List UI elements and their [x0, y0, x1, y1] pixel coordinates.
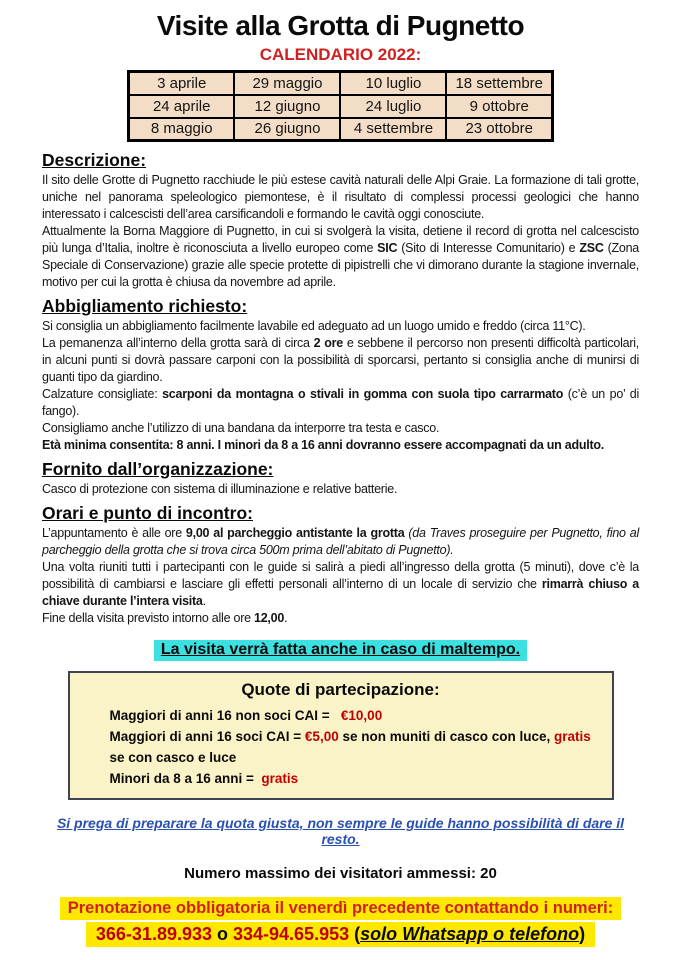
paragraph [42, 437, 639, 454]
text-segment: e sebbene il percorso non presenti difficoltà particolari, in alcuni punti si dovrà passare carponi con la possibilità di sporcarsi, pertanto si consiglia anche di munirsi di guanti tipo da giardino. [42, 336, 639, 384]
paragraph [42, 223, 639, 291]
calendar-cell: 10 luglio [340, 72, 446, 95]
paragraph [42, 318, 639, 335]
text-segment: . [202, 594, 206, 608]
section-orari [42, 503, 639, 627]
text-segment: Casco di protezione con sistema di illuminazione e relative batterie. [42, 482, 398, 496]
text-segment: 12,00 [254, 611, 285, 625]
calendar-cell: 24 aprile [128, 95, 234, 118]
fees-box [68, 671, 614, 800]
paragraph [42, 172, 639, 223]
calendar-table-body [128, 72, 552, 141]
page-title: Visite alla Grotta di Pugnetto [156, 10, 525, 41]
text-segment: Fine della visita previsto intorno alle ore [42, 611, 255, 625]
calendar-cell: 18 settembre [446, 72, 552, 95]
text-segment: SIC [377, 241, 398, 255]
calendar-row [128, 95, 552, 118]
text-segment: o [212, 924, 233, 944]
text-segment: se non muniti di casco con luce, [338, 729, 555, 744]
section-heading-fornito: Fornito dall’organizzazione: [42, 459, 274, 479]
text-segment: Età minima consentita: 8 anni. I minori da 8 a 16 anni dovranno essere accompagnati da un adulto. [42, 438, 605, 452]
calendar-row [128, 118, 552, 141]
booking-line1-wrap [42, 897, 639, 920]
text-segment: rimarrà chiuso a chiave durante l’intera visita [42, 577, 639, 608]
paragraph [110, 768, 600, 789]
text-segment: ( [349, 924, 361, 944]
text-segment: Il sito delle Grotte di Pugnetto racchiude le più estese cavità naturali delle Alpi Graie. La formazione di tali grotte, uniche nel panorama speleologico piemontese, è il risultato di complessi processi geologici che hanno interessato i calcescisti dell’area carsificandoli e formando le cavità oggi conosciute. [42, 173, 639, 221]
section-descrizione [42, 150, 639, 291]
calendar-cell: 26 giugno [234, 118, 340, 141]
text-segment: . [284, 611, 288, 625]
text-segment: scarponi da montagna o stivali in gomma con suola tipo carrarmato [162, 387, 564, 401]
text-segment: (Sito di Interesse Comunitario) e [397, 241, 580, 255]
section-heading-abbigliamento: Abbigliamento richiesto: [42, 296, 248, 316]
paragraph [42, 610, 639, 627]
calendar-cell: 9 ottobre [446, 95, 552, 118]
text-segment: 2 ore [313, 336, 343, 350]
text-segment: L’appuntamento è alle ore [42, 526, 186, 540]
max-visitors-note: Numero massimo dei visitatori ammessi: 20 [184, 865, 497, 882]
text-segment: ) [579, 924, 586, 944]
text-segment: 334-94.65.953 [233, 924, 350, 944]
section-fornito [42, 459, 639, 498]
text-segment: Consigliamo anche l’utilizzo di una bandana da interporre tra testa e casco. [42, 421, 440, 435]
section-body-orari [42, 525, 639, 627]
text-segment: Maggiori di anni 16 soci CAI = [109, 729, 305, 744]
paragraph [110, 705, 600, 726]
calendar-table [127, 70, 554, 142]
text-segment: Attualmente la Borna Maggiore di Pugnetto, in cui si svolgerà la visita, detiene il record di grotta nel calcescisto più lunga d’Italia, inoltre è riconosciuta a livello europeo come [42, 224, 639, 255]
paragraph [42, 386, 639, 420]
calendar-cell: 4 settembre [340, 118, 446, 141]
calendar-cell: 12 giugno [234, 95, 340, 118]
paragraph [42, 420, 639, 437]
text-segment: se con casco e luce [109, 729, 595, 765]
booking-info [42, 897, 639, 947]
paragraph [42, 481, 639, 498]
text-segment: ZSC [579, 241, 604, 255]
text-segment: gratis [554, 729, 591, 744]
paragraph [42, 559, 639, 610]
section-heading-orari: Orari e punto di incontro: [42, 503, 253, 523]
text-segment: La pemanenza all’interno della grotta sarà di circa [42, 336, 314, 350]
text-segment: Minori da 8 a 16 anni = [109, 771, 262, 786]
text-segment: 366-31.89.933 [95, 924, 212, 944]
section-abbigliamento [42, 296, 639, 454]
calendar-row [128, 72, 552, 95]
text-segment: Una volta riuniti tutti i partecipanti con le guide si salirà a piedi all’ingresso della grotta (5 minuti), dove c’è la possibilità di cambiarsi e lasciare gli effetti personali all’interno di un locale di servizio che [42, 560, 639, 591]
fees-lines [82, 705, 600, 789]
weather-notice-wrap [42, 640, 639, 661]
booking-notice: Prenotazione obbligatoria il venerdì precedente contattando i numeri: [60, 897, 622, 920]
paragraph [42, 335, 639, 386]
calendar-heading: CALENDARIO 2022: [259, 45, 422, 64]
calendar-cell: 29 maggio [234, 72, 340, 95]
text-segment: €5,00 [304, 729, 339, 744]
section-body-fornito [42, 481, 639, 498]
text-segment: (c’è un po’ di fango). [42, 387, 639, 418]
text-segment: Maggiori di anni 16 non soci CAI = [109, 708, 341, 723]
paragraph [42, 525, 639, 559]
booking-phone-numbers [86, 922, 595, 947]
text-segment: (da Traves proseguire per Pugnetto, fino al parcheggio della grotta che si trova circa 500m prima dell’abitato di Pugnetto). [42, 526, 639, 557]
section-body-descrizione [42, 172, 639, 291]
calendar-cell: 23 ottobre [446, 118, 552, 141]
text-segment: Si consiglia un abbigliamento facilmente lavabile ed adeguato ad un luogo umido e freddo (circa 11°C). [42, 319, 586, 333]
paragraph [110, 726, 600, 768]
section-heading-descrizione: Descrizione: [42, 150, 147, 170]
calendar-cell: 3 aprile [128, 72, 234, 95]
text-segment: 9,00 al parcheggio antistante la grotta [185, 526, 405, 540]
calendar-cell: 24 luglio [340, 95, 446, 118]
text-segment: €10,00 [340, 708, 383, 723]
calendar-cell: 8 maggio [128, 118, 234, 141]
text-segment: gratis [261, 771, 299, 786]
text-segment: (Zona Speciale di Conservazione) grazie alle specie protette di pipistrelli che vi dimorano durante la stagione invernale, motivo per cui la grotta è chiusa da novembre ad aprile. [42, 241, 639, 289]
text-segment: Calzature consigliate: [42, 387, 163, 401]
weather-notice: La visita verrà fatta anche in caso di maltempo. [154, 640, 527, 661]
fees-heading: Quote di partecipazione: [241, 680, 440, 699]
section-body-abbigliamento [42, 318, 639, 454]
booking-line2-wrap [42, 920, 639, 947]
exact-change-note: Si prega di preparare la quota giusta, non sempre le guide hanno possibilità di dare il resto. [56, 815, 625, 847]
text-segment: solo Whatsapp o telefono [360, 924, 580, 944]
